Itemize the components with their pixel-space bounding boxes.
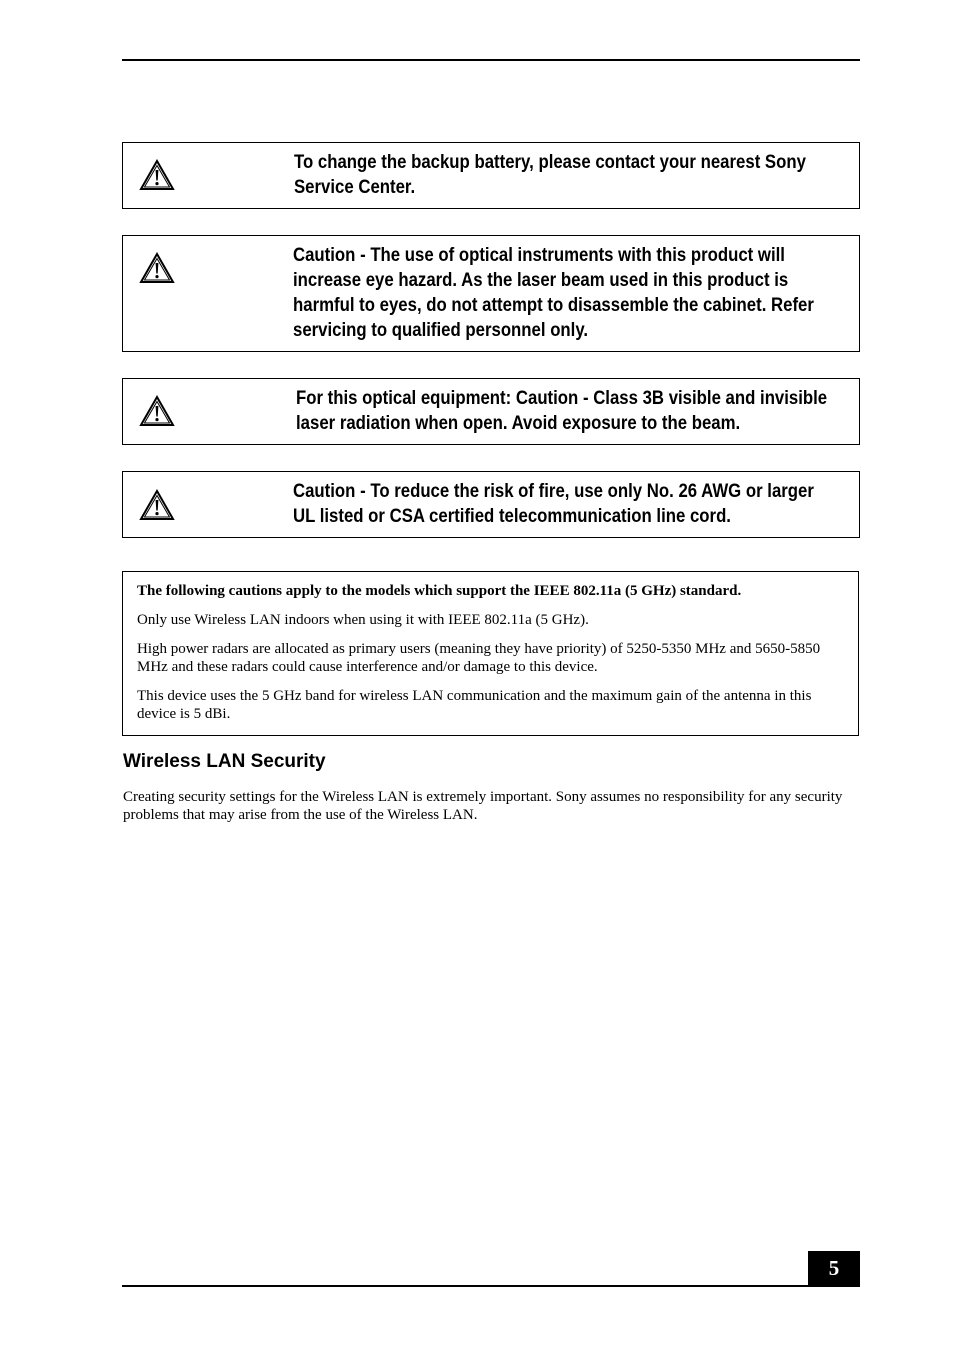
warning-box-battery	[122, 142, 860, 209]
footer-rule	[122, 1285, 860, 1287]
warning-box-optical-instruments	[122, 235, 860, 352]
warning-text	[294, 150, 806, 200]
warning-line: laser radiation when open. Avoid exposure to the beam.	[296, 412, 741, 434]
warning-line: servicing to qualified personnel only.	[293, 319, 589, 341]
section-title: Wireless LAN Security	[123, 751, 326, 772]
wlan-caution-paragraph: Only use Wireless LAN indoors when using it with IEEE 802.11a (5 GHz).	[137, 612, 589, 628]
header-rule	[122, 59, 860, 61]
warning-triangle-icon	[139, 395, 175, 427]
wlan-caution-paragraph: This device uses the 5 GHz band for wireless LAN communication and the maximum gain of the antenna in this device is 5 dBi.	[137, 688, 812, 722]
warning-triangle-icon	[139, 159, 175, 191]
page-number: 5	[808, 1251, 860, 1287]
warning-line: increase eye hazard. As the laser beam used in this product is	[293, 269, 789, 291]
warning-line: harmful to eyes, do not attempt to disassemble the cabinet. Refer	[293, 294, 814, 316]
wlan-caution-box	[122, 571, 859, 736]
warning-line: Caution - The use of optical instruments with this product will	[293, 244, 785, 266]
warning-line: Caution - To reduce the risk of fire, use only No. 26 AWG or larger	[293, 480, 814, 502]
wlan-caution-paragraph: High power radars are allocated as primary users (meaning they have priority) of 5250-5350 MHz and 5650-5850 MHz and these radars could cause interference and/or damage to this device.	[137, 641, 821, 675]
section-body: Creating security settings for the Wireless LAN is extremely important. Sony assumes no responsibility for any security problems that may arise from the use of the Wireless LAN.	[123, 789, 843, 823]
warning-line: For this optical equipment: Caution - Class 3B visible and invisible	[296, 387, 828, 409]
warning-text	[296, 386, 827, 436]
warning-box-laser-class	[122, 378, 860, 445]
warning-text	[293, 479, 814, 529]
warning-triangle-icon	[139, 489, 175, 521]
warning-line: Service Center.	[294, 176, 416, 198]
warning-line: To change the backup battery, please contact your nearest Sony	[294, 151, 806, 173]
warning-line: UL listed or CSA certified telecommunication line cord.	[293, 505, 731, 527]
warning-box-line-cord	[122, 471, 860, 538]
warning-triangle-icon	[139, 252, 175, 284]
warning-text	[293, 243, 814, 343]
wlan-caution-lead: The following cautions apply to the models which support the IEEE 802.11a (5 GHz) standard.	[137, 583, 742, 599]
